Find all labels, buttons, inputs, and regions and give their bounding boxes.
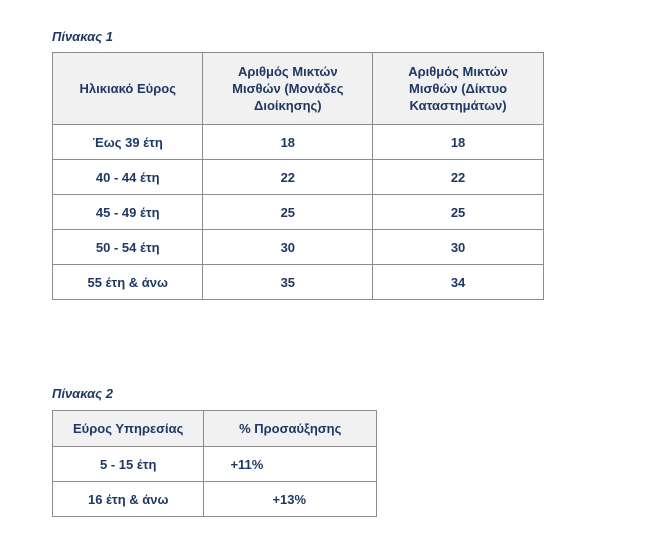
table-row xyxy=(53,265,544,300)
table-row xyxy=(53,195,544,230)
increase-percent-cell: +13% xyxy=(204,482,377,517)
table-row xyxy=(53,230,544,265)
table-header-row xyxy=(53,411,377,447)
branch-salaries-cell: 25 xyxy=(373,195,544,230)
header-salaries-admin: Αριθμός Μικτών Μισθών (Μονάδες Διοίκησης) xyxy=(203,53,373,125)
table-2-caption: Πίνακας 2 xyxy=(52,386,113,401)
service-range-cell: 16 έτη & άνω xyxy=(53,482,204,517)
age-range-cell: 55 έτη & άνω xyxy=(53,265,203,300)
table-1-caption: Πίνακας 1 xyxy=(52,29,113,44)
age-range-cell: 40 - 44 έτη xyxy=(53,160,203,195)
branch-salaries-cell: 34 xyxy=(373,265,544,300)
table-row xyxy=(53,125,544,160)
age-range-cell: Έως 39 έτη xyxy=(53,125,203,160)
admin-salaries-cell: 25 xyxy=(203,195,373,230)
age-range-cell: 50 - 54 έτη xyxy=(53,230,203,265)
branch-salaries-cell: 30 xyxy=(373,230,544,265)
age-range-cell: 45 - 49 έτη xyxy=(53,195,203,230)
admin-salaries-cell: 30 xyxy=(203,230,373,265)
header-service-range: Εύρος Υπηρεσίας xyxy=(53,411,204,447)
branch-salaries-cell: 22 xyxy=(373,160,544,195)
increase-percent-cell: +11% xyxy=(204,447,377,482)
admin-salaries-cell: 18 xyxy=(203,125,373,160)
table-header-row xyxy=(53,53,544,125)
header-salaries-branches: Αριθμός Μικτών Μισθών (Δίκτυο Καταστημάτων) xyxy=(373,53,544,125)
service-range-cell: 5 - 15 έτη xyxy=(53,447,204,482)
admin-salaries-cell: 35 xyxy=(203,265,373,300)
header-age-range: Ηλικιακό Εύρος xyxy=(53,53,203,125)
admin-salaries-cell: 22 xyxy=(203,160,373,195)
table-row xyxy=(53,447,377,482)
salary-by-age-table xyxy=(52,52,544,300)
header-increase-percent: % Προσαύξησης xyxy=(204,411,377,447)
table-row xyxy=(53,482,377,517)
branch-salaries-cell: 18 xyxy=(373,125,544,160)
table-row xyxy=(53,160,544,195)
service-increase-table xyxy=(52,410,377,517)
